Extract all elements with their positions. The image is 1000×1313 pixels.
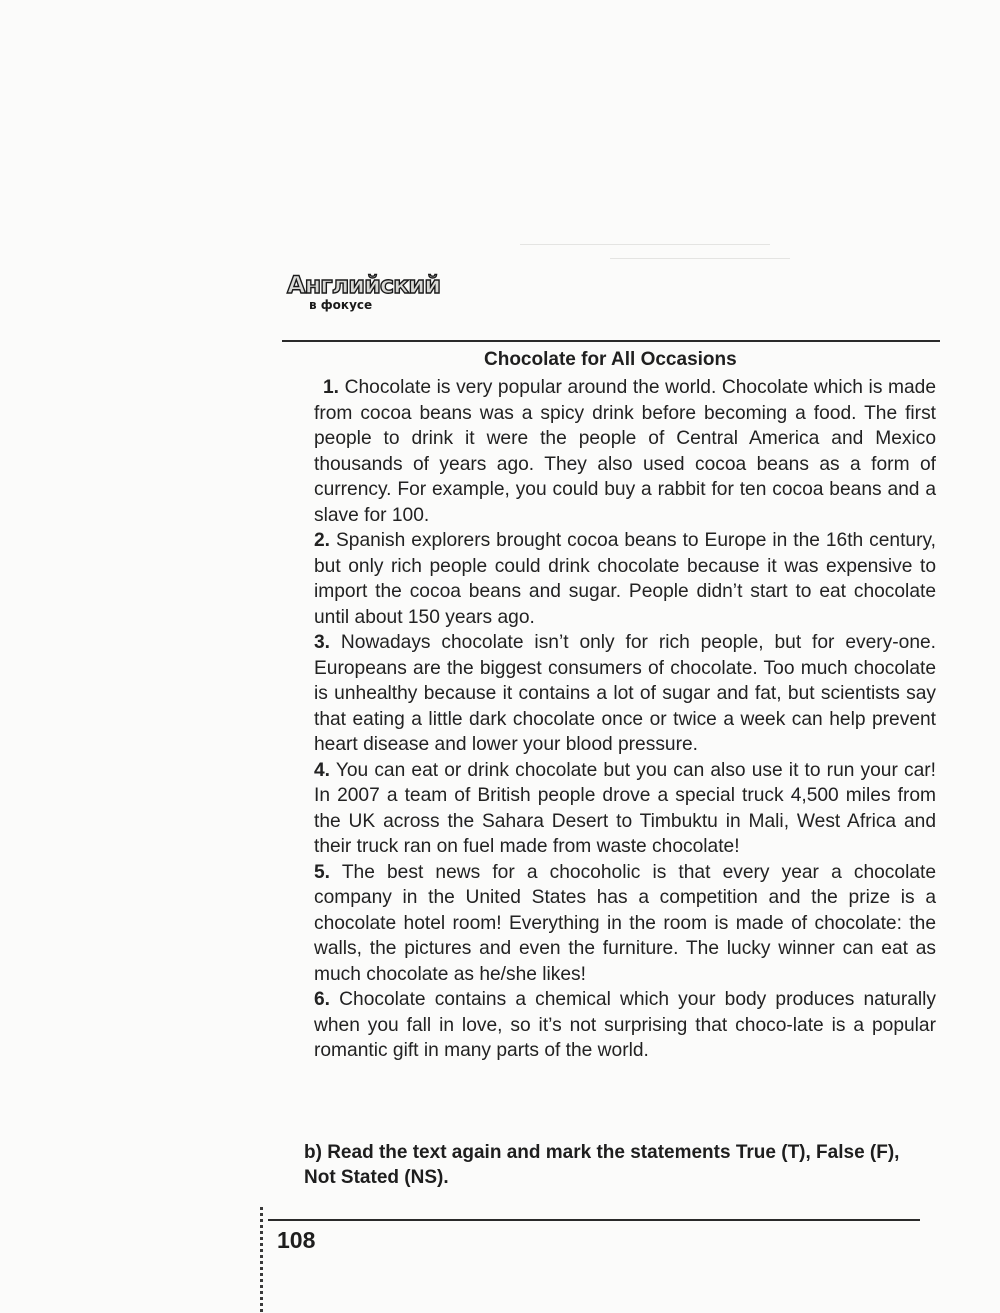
paragraph-6 [314,987,936,1064]
paragraph-text: Nowadays chocolate isn’t only for rich people, but for every-one. Europeans are the biggest consumers of chocolate. Too much chocolate is unhealthy because it contains a lot of sugar and fat, but scientists say that eating a little dark chocolate once or twice a week can help prevent heart disease and lower your blood pressure. [314,632,936,755]
paragraph-2 [314,528,936,630]
scan-artifact-line [520,244,770,245]
paragraph-number: 1. [323,377,340,398]
task-instruction: b) Read the text again and mark the statements True (T), False (F), Not Stated (NS). [304,1142,900,1188]
paragraph-number: 4. [314,759,331,781]
logo-title: Английский [287,271,441,299]
paragraph-text: Chocolate contains a chemical which your body produces naturally when you fall in love, so it’s not surprising that choco-late is a popular romantic gift in many parts of the world. [314,989,936,1061]
logo-subtitle: в фокусе [309,298,373,312]
paragraph-1 [314,375,936,528]
article-body [314,375,936,1064]
paragraph-number: 6. [314,989,331,1010]
paragraph-number: 2. [314,530,331,551]
paragraph-number: 3. [314,632,331,653]
publisher-logo [287,270,441,322]
paragraph-text: You can eat or drink chocolate but you can also use it to run your car! In 2007 a team of British people drove a special truck 4,500 miles from the UK across the Sahara Desert to Timbuktu in Mali, West Africa and their truck ran on fuel made from waste chocolate! [314,759,936,857]
paragraph-text: The best news for a chocoholic is that every year a chocolate company in the United States has a competition and the prize is a chocolate hotel room! Everything in the room is made of chocolate: the walls, the pictures and even the furniture. The lucky winner can eat as much chocolate as he/she likes! [314,861,937,985]
paragraph-text: Chocolate is very popular around the world. Chocolate which is made from cocoa beans was a spicy drink before becoming a food. The first people to drink it were the people of Central America and Mexico thousands of years ago. They also used cocoa beans as a form of currency. For example, you could buy a rabbit for ten cocoa beans and a slave for 100. [314,377,936,526]
scan-artifact-line [610,258,790,259]
page-number: 108 [277,1227,316,1253]
paragraph-text: Spanish explorers brought cocoa beans to Europe in the 16th century, but only rich people could drink chocolate because it was expensive to import the cocoa beans and sugar. People didn’t start to eat chocolate until about 150 years ago. [314,530,936,628]
header-rule [282,340,940,342]
paragraph-3 [314,630,936,758]
margin-dotted-line [260,1207,263,1312]
paragraph-4 [314,758,936,860]
article-title: Chocolate for All Occasions [484,349,737,370]
footer-rule [268,1219,920,1221]
paragraph-5 [314,860,936,988]
paragraph-number: 5. [314,861,331,883]
